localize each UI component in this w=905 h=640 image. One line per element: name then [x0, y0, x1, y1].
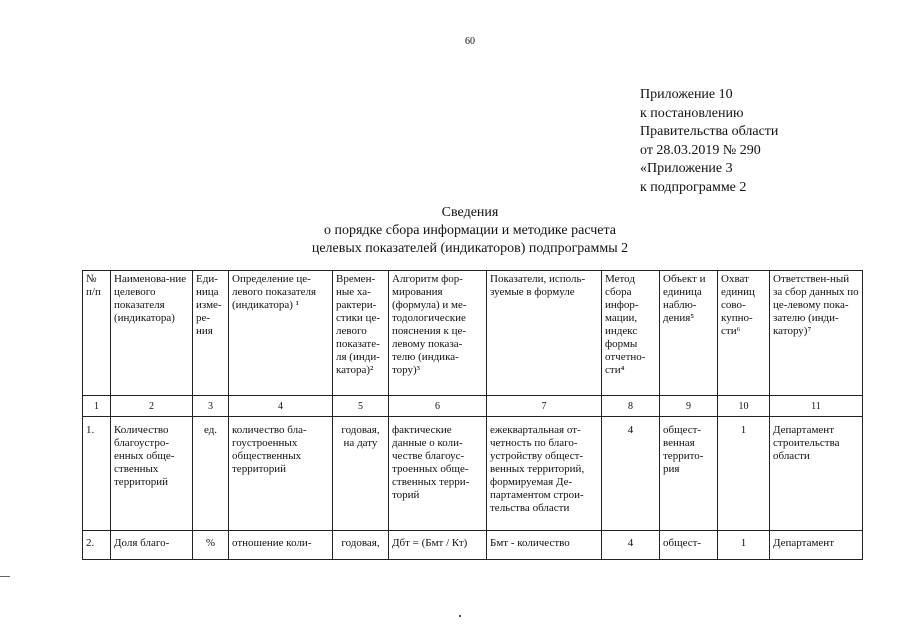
appendix-line: «Приложение 3: [640, 161, 733, 176]
table-cell: ежеквартальная от-четность по благо-устройству общест-венных территорий, формируемая Де-партаментом строи-тельства области: [487, 417, 602, 531]
header-cell: Показатели, исполь-зуемые в формуле: [487, 271, 602, 396]
column-number: 7: [487, 396, 602, 417]
table-cell: 1: [718, 417, 770, 531]
table-header-row: [83, 271, 863, 396]
table-cell: общест-венная террито-рия: [660, 417, 718, 531]
column-number: 4: [229, 396, 333, 417]
column-number: 6: [389, 396, 487, 417]
header-cell: Объект и единица наблю-дения⁵: [660, 271, 718, 396]
column-number-row: [83, 396, 863, 417]
column-number: 1: [83, 396, 111, 417]
heading-line: целевых показателей (индикаторов) подпрограммы 2: [311, 241, 629, 256]
column-number: 9: [660, 396, 718, 417]
header-cell: Времен-ные ха-рактери-стики це-левого показате-ля (инди-катора)²: [333, 271, 389, 396]
column-number: 8: [602, 396, 660, 417]
appendix-line: к постановлению: [640, 105, 744, 121]
page-number: 60: [465, 36, 475, 47]
heading-line: о порядке сбора информации и методике расчета: [323, 223, 617, 238]
margin-mark: [0, 576, 10, 577]
column-number: 11: [770, 396, 863, 417]
table-cell: Департамент строительства области: [770, 417, 863, 531]
column-number: 2: [111, 396, 193, 417]
table-cell: количество бла-гоустроенных общественных территорий: [229, 417, 333, 531]
header-cell: № п/п: [83, 271, 111, 396]
table-cell: 4: [602, 417, 660, 531]
appendix-line: Правительства области: [640, 124, 779, 139]
appendix-block: [640, 86, 778, 197]
column-number: 10: [718, 396, 770, 417]
header-cell: Наименова-ние целевого показателя (индикатора): [111, 271, 193, 396]
table-cell: %: [193, 531, 229, 560]
table-row: [83, 531, 863, 560]
table-cell: общест-: [660, 531, 718, 560]
table-cell: Департамент: [770, 531, 863, 560]
scan-dot: [459, 615, 461, 617]
column-number: 5: [333, 396, 389, 417]
header-cell: Охват единиц сово-купно-сти⁶: [718, 271, 770, 396]
table-cell: Доля благо-: [111, 531, 193, 560]
table-cell: 1.: [83, 417, 111, 531]
column-number: 3: [193, 396, 229, 417]
indicators-table: [82, 270, 863, 560]
table-cell: 1: [718, 531, 770, 560]
document-heading: [270, 204, 670, 258]
appendix-line: Приложение 10: [640, 87, 733, 102]
table-cell: годовая, на дату: [333, 417, 389, 531]
table-cell: ед.: [193, 417, 229, 531]
table-row: [83, 417, 863, 531]
header-cell: Алгоритм фор-мирования (формула) и ме-тодологические пояснения к це-левому показа-телю (индика-тору)³: [389, 271, 487, 396]
table-cell: фактические данные о коли-честве благоус-троенных обще-ственных терри-торий: [389, 417, 487, 531]
appendix-line: от 28.03.2019 № 290: [640, 142, 761, 158]
header-cell: Определение це-левого показателя (индикатора) ¹: [229, 271, 333, 396]
table-cell: Дбт = (Бмт / Кт): [389, 531, 487, 560]
table-cell: 4: [602, 531, 660, 560]
table-cell: отношение коли-: [229, 531, 333, 560]
table-cell: 2.: [83, 531, 111, 560]
table-cell: Бмт - количество: [487, 531, 602, 560]
appendix-line: к подпрограмме 2: [640, 179, 747, 195]
header-cell: Ответствен-ный за сбор данных по це-левому пока-зателю (инди-катору)⁷: [770, 271, 863, 396]
table-cell: годовая,: [333, 531, 389, 560]
table-cell: Количество благоустро-енных обще-ственных территорий: [111, 417, 193, 531]
heading-title: Сведения: [441, 205, 499, 220]
header-cell: Метод сбора инфор-мации, индекс формы отчетно-сти⁴: [602, 271, 660, 396]
header-cell: Еди-ница изме-ре-ния: [193, 271, 229, 396]
